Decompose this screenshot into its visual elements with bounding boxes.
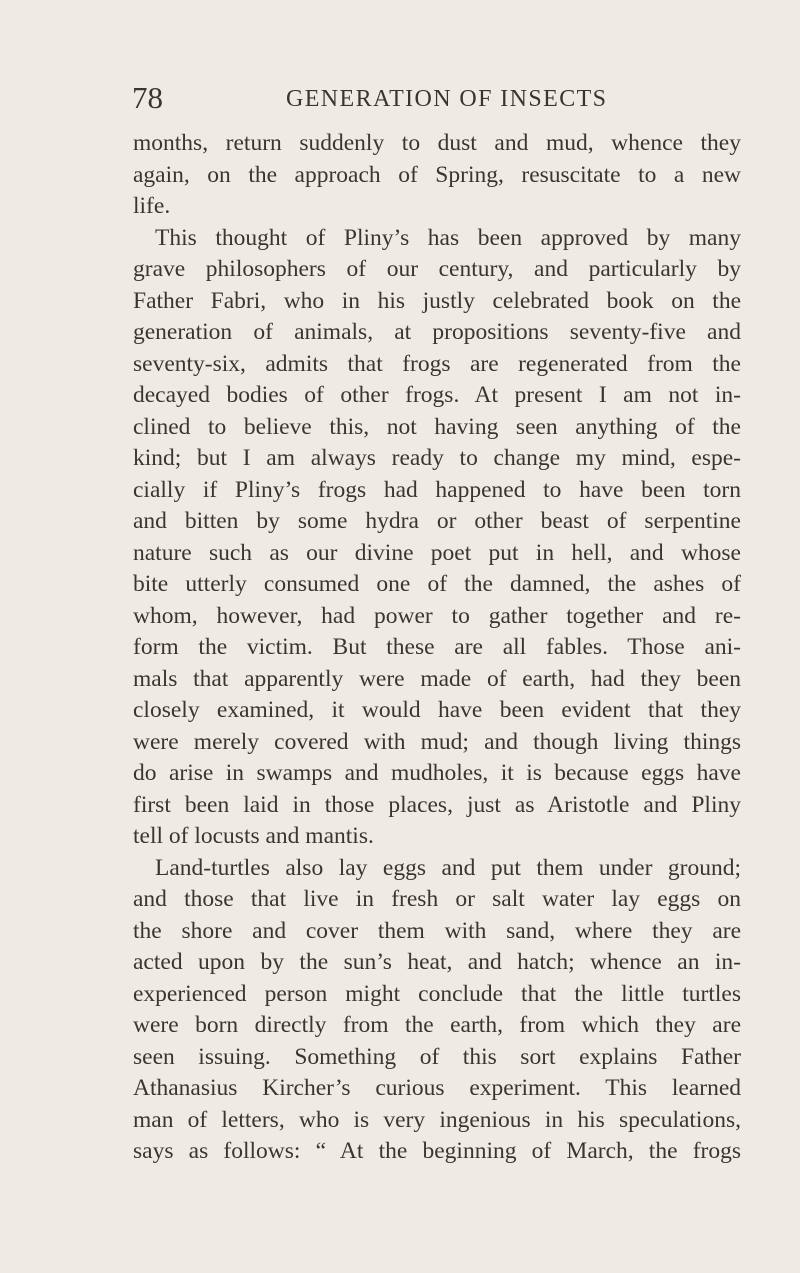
text-line: Athanasius Kircher’s curious experiment. This learned	[133, 1075, 741, 1101]
text-line: form the victim. But these are all fables. Those ani-	[133, 634, 741, 660]
text-line: mals that apparently were made of earth, had they been	[133, 665, 741, 692]
text-line: This thought of Pliny’s has been approved by many	[155, 224, 741, 251]
page-number: 78	[132, 80, 163, 115]
text-line: decayed bodies of other frogs. At present I am not in-	[133, 382, 741, 408]
text-line: nature such as our divine poet put in hell, and whose	[133, 539, 741, 566]
body-text	[133, 128, 741, 1168]
text-line: clined to believe this, not having seen anything of the	[133, 413, 741, 440]
text-line: closely examined, it would have been evident that they	[133, 697, 741, 723]
text-line: the shore and cover them with sand, where they are	[133, 917, 741, 944]
text-line: and those that live in fresh or salt water lay eggs on	[133, 886, 741, 912]
text-line: first been laid in those places, just as Aristotle and Pliny	[133, 791, 741, 818]
text-line: bite utterly consumed one of the damned, the ashes of	[133, 571, 741, 597]
text-line: months, return suddenly to dust and mud, whence they	[133, 130, 741, 156]
text-line: do arise in swamps and mudholes, it is because eggs have	[133, 760, 741, 786]
running-head: GENERATION OF INSECTS	[286, 86, 608, 112]
text-line: Land-turtles also lay eggs and put them under ground;	[155, 854, 741, 881]
text-line: generation of animals, at propositions seventy-five and	[133, 319, 741, 345]
text-line: acted upon by the sun’s heat, and hatch; whence an in-	[133, 949, 741, 975]
text-line: were merely covered with mud; and though living things	[133, 728, 741, 755]
text-line: says as follows: “ At the beginning of March, the frogs	[133, 1138, 741, 1164]
text-line: whom, however, had power to gather together and re-	[133, 602, 741, 629]
text-line: were born directly from the earth, from which they are	[133, 1012, 741, 1038]
text-line: life.	[133, 193, 171, 219]
text-line: Father Fabri, who in his justly celebrated book on the	[133, 287, 741, 314]
text-line: kind; but I am always ready to change my mind, espe-	[133, 445, 741, 471]
text-line: man of letters, who is very ingenious in his speculations,	[133, 1106, 741, 1133]
text-line: again, on the approach of Spring, resuscitate to a new	[133, 161, 741, 188]
text-line: tell of locusts and mantis.	[133, 823, 374, 849]
text-line: seventy-six, admits that frogs are regenerated from the	[133, 350, 741, 377]
text-line: experienced person might conclude that the little turtles	[133, 980, 741, 1007]
text-line: seen issuing. Something of this sort explains Father	[133, 1043, 741, 1070]
text-line: cially if Pliny’s frogs had happened to have been torn	[133, 476, 741, 503]
text-line: and bitten by some hydra or other beast of serpentine	[133, 508, 741, 534]
text-line: grave philosophers of our century, and particularly by	[133, 256, 741, 282]
